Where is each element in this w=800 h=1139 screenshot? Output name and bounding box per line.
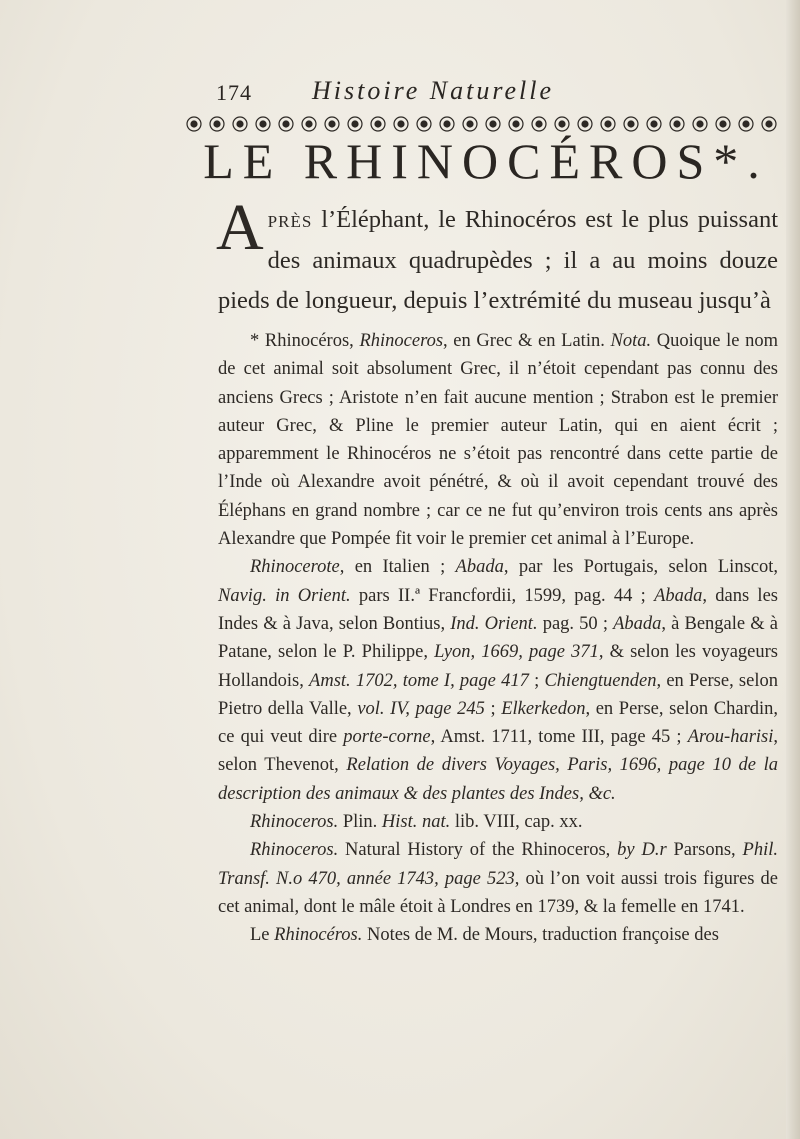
ornament-dot: [214, 121, 220, 127]
body-paragraph: [216, 191, 778, 322]
fn-text: Rhinocéros,: [264, 331, 360, 351]
fn-text: lib. VIII, cap. xx.: [450, 812, 583, 833]
ornament-dot: [651, 121, 657, 127]
fn-text: , en Grec & en Latin.: [443, 331, 611, 351]
ornament-dot: [306, 121, 312, 127]
fn-text: ;: [484, 698, 502, 719]
drop-cap: A: [216, 191, 264, 264]
fn-text: Notes de M. de Mours, traduction françoise des: [362, 925, 719, 946]
ornament-dot: [605, 121, 611, 127]
fn-italic: Abada: [613, 613, 662, 634]
fn-italic: Phil. Transf. N.o 470, année 1743, page 523: [218, 840, 779, 889]
fn-text: ;: [528, 670, 545, 691]
fn-italic: Arou-harisi: [687, 727, 774, 748]
page-number: 174: [216, 80, 252, 105]
ornament-dot: [697, 121, 703, 127]
ornament-dot: [720, 121, 726, 127]
fn-italic: Rhinoceros.: [250, 840, 339, 861]
fn-italic: vol. IV, page 245: [357, 698, 485, 719]
ornament-dot: [444, 121, 450, 127]
ornament-dot: [329, 121, 335, 127]
fn-text: , à Bengale & à Patane, selon le P. Philippe,: [218, 613, 778, 663]
fn-italic: Relation de divers Voyages, Paris, 1696, page 10 de la description des animaux & des plantes des Indes, &c.: [218, 755, 778, 804]
fn-text: , en Perse, selon Pietro della Valle,: [218, 670, 778, 719]
fn-text: , en Perse, selon Chardin, ce qui veut dire: [218, 698, 779, 748]
page-edge: [786, 0, 800, 1139]
footnote-marker: *: [250, 331, 265, 351]
first-word: près: [267, 206, 313, 233]
ornament-dot: [283, 121, 289, 127]
fn-text: pag. 50 ;: [537, 613, 614, 634]
fn-italic: Ind. Orient.: [450, 613, 538, 634]
fn-text: , dans les Indes & à Java, selon Bontius,: [218, 585, 778, 634]
fn-text: pars II.ª Francfordii, 1599, pag. 44 ;: [350, 585, 655, 606]
footnote-5: [218, 921, 778, 949]
fn-italic: Chiengtuenden: [544, 670, 657, 691]
ornament-dot: [766, 121, 772, 127]
fn-italic: Nota.: [610, 331, 652, 351]
fn-text: Plin.: [338, 812, 382, 833]
footnote-3: [218, 808, 778, 836]
fn-italic: Rhinoceros: [359, 331, 444, 351]
ornament-dot: [237, 121, 243, 127]
ornament-dot: [398, 121, 404, 127]
fn-italic: Lyon, 1669, page 371: [434, 642, 599, 663]
chapter-title: LE RHINOCÉROS*.: [203, 133, 769, 189]
fn-italic: Rhinocerote: [250, 557, 340, 578]
fn-italic: Rhinoceros.: [250, 812, 339, 833]
fn-text: , où l’on voit aussi trois figures de cet animal, dont le mâle étoit à Londres en 1739, & la femelle en 1741.: [218, 868, 779, 917]
fn-italic: Abada: [654, 585, 703, 606]
fn-italic: by D.r: [617, 840, 667, 861]
ornament-dot: [421, 121, 427, 127]
ornament-dot: [536, 121, 542, 127]
fn-text: , par les Portugais, selon Linscot,: [503, 557, 778, 578]
running-title: Histoire Naturelle: [312, 76, 555, 105]
fn-italic: Hist. nat.: [381, 812, 451, 833]
fn-italic: Navig. in Orient.: [218, 585, 351, 606]
footnote-4: [218, 836, 778, 921]
fn-text: Quoique le nom de cet animal soit absolument Grec, il n’étoit cependant pas connu des anciens Grecs ; Aristote n’en fait aucune mention ; Strabon est le premier auteur Grec, & Pline le premier auteur Latin, qui en aient écrit ; apparemment le Rhinocéros ne s’étoit pas rencontré dans cette partie de l’Inde où Alexandre avoit pénétré, & où il avoit cependant trouvé des Éléphans en grand nombre ; car ce ne fut qu’environ trois cents ans après Alexandre que Pompée fit voir le premier cet animal à l’Europe.: [218, 331, 779, 550]
fn-text: , en Italien ;: [339, 557, 456, 578]
ornament-dot: [628, 121, 634, 127]
fn-italic: Rhinocéros.: [274, 925, 363, 946]
fn-text: Parsons,: [666, 840, 743, 861]
fn-text: , & selon les voyageurs Hollandois,: [218, 642, 778, 691]
body-text: l’Éléphant, le Rhinocéros est le plus puissant des animaux quadrupèdes ; il a au moins douze pieds de longueur, depuis l’extrémité du museau jusqu’à: [218, 206, 778, 314]
fn-text: Natural History of the Rhinoceros,: [338, 840, 618, 861]
footnote-2: [218, 553, 778, 808]
fn-text: , Amst. 1711, tome III, page 45 ;: [430, 727, 688, 748]
ornament-dot: [674, 121, 680, 127]
fn-italic: Amst. 1702, tome I, page 417: [309, 670, 529, 691]
footnotes: [218, 327, 778, 950]
fn-text: Le: [250, 925, 275, 946]
ornament-dot: [260, 121, 266, 127]
fn-italic: porte-corne: [343, 727, 431, 748]
fn-text: , selon Thevenot,: [218, 727, 778, 776]
ornament-dot: [191, 121, 197, 127]
ornament-dot: [467, 121, 473, 127]
ornament-dot: [743, 121, 749, 127]
fn-italic: Abada: [455, 557, 504, 578]
ornament-dot: [352, 121, 358, 127]
ornament-dot: [490, 121, 496, 127]
ornament-dot: [375, 121, 381, 127]
ornament-dot: [582, 121, 588, 127]
fn-italic: Elkerkedon: [501, 698, 586, 719]
footnote-1: [218, 327, 778, 553]
running-head: [216, 76, 776, 106]
ornament-dot: [513, 121, 519, 127]
ornament-dot: [559, 121, 565, 127]
